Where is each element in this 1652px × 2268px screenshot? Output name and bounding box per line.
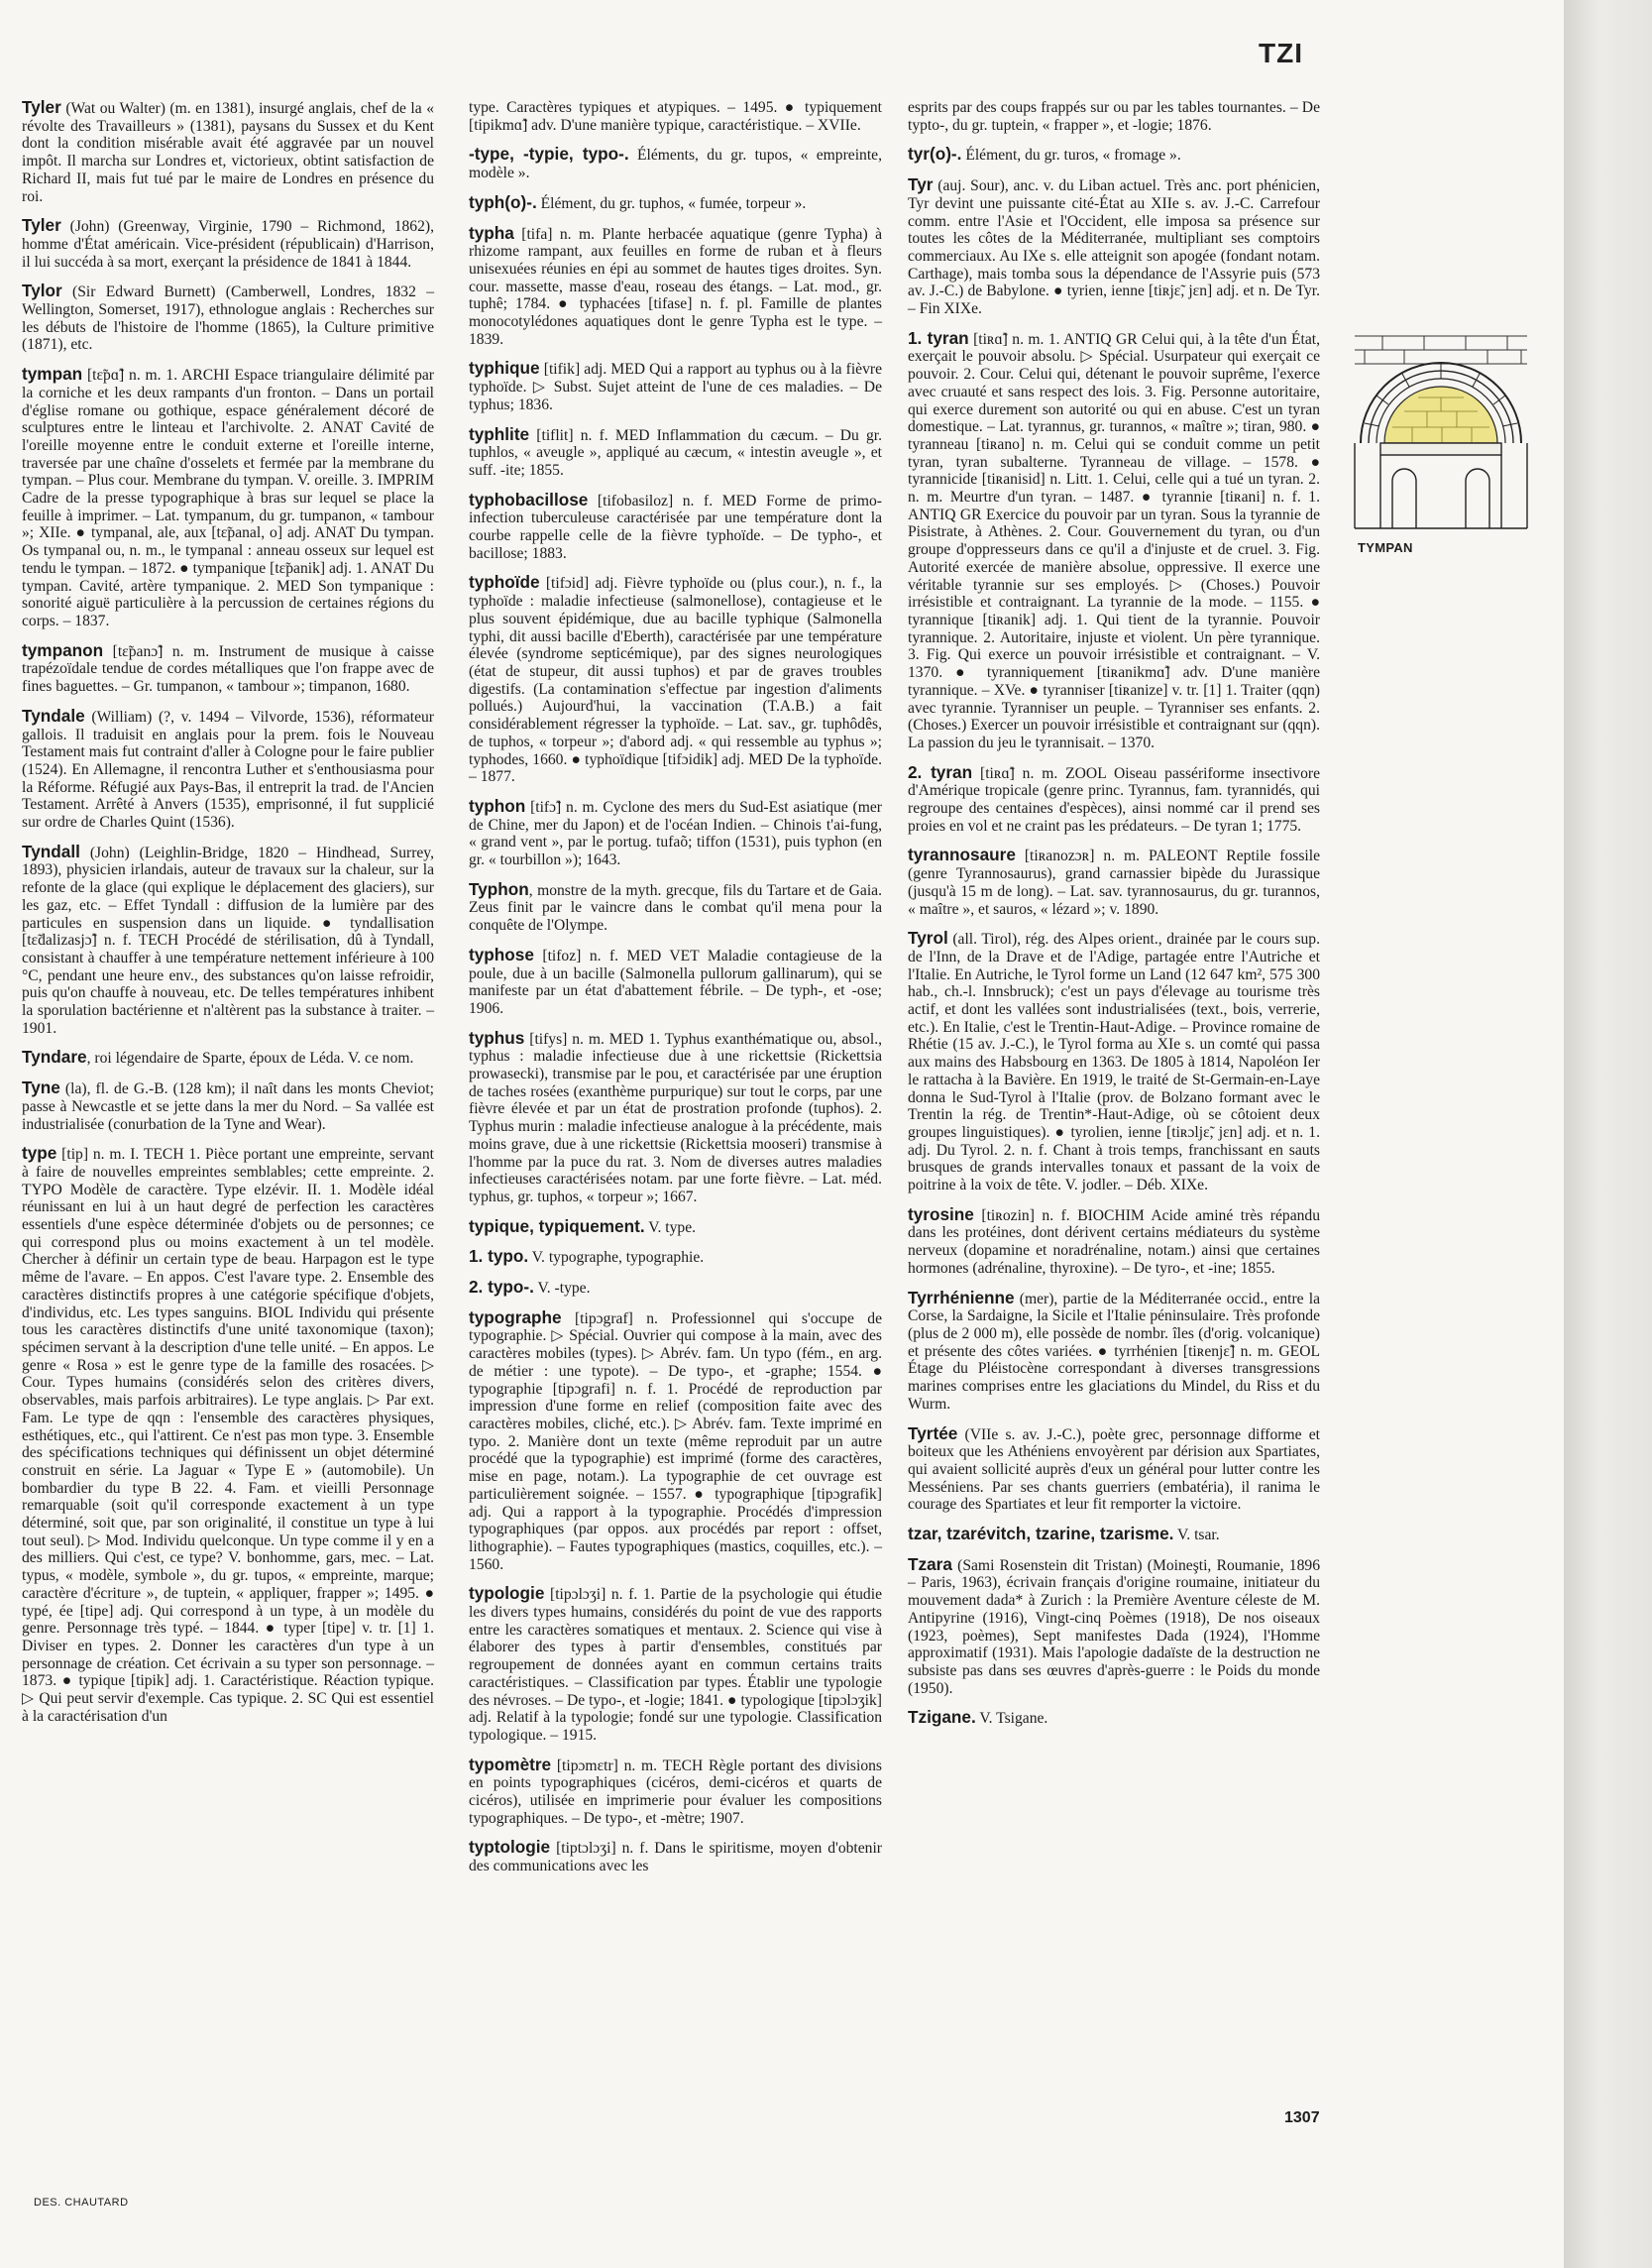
dictionary-entry [908, 1553, 1320, 1698]
dictionary-entry [908, 761, 1321, 836]
entry-headword: Tyler [22, 97, 61, 117]
entry-definition: (all. Tirol), rég. des Alpes orient., drainée par le cours sup. de l'Inn, de la Drave et de l'Adige, partagée entre l'Autriche et l'Italie. En Autriche, le Tyrol forme un Land (12 647 km², 575 300 hab., ch.-l. Innsbruck); c'est un pays d'élevage au tourisme très actif, et dont les vallées sont industrialisées (text., bois, verrerie, etc.). En Italie, c'est le Trentin-Haut-Adige. – Province romaine de Rhétie (15 av. J.-C.), le Tyrol forma au XIe s. un comté qui passa aux mains des Habsbourg en 1363. De 1805 à 1814, Napoléon Ier le rattacha à la Bavière. En 1919, le traité de St-Germain-en-Laye donna le Sud-Tyrol à l'Italie (prov. de Bolzano formant avec le Trentin la rég. de Trentin*-Haut-Adige, où se côtoient deux groupes linguistiques). ● tyrolien, ienne [tiʀɔljɛ̃, jɛn] adj. et n. 1. adj. Du Tyrol. 2. n. f. Chant à trois temps, franchissant en sauts brusques de grands intervalles tonaux et passant de la voix de poitrine à la voix de tête. V. jodler. – Déb. XIXe. [908, 931, 1320, 1194]
dictionary-entry [469, 360, 882, 413]
entry-definition: [tɛ̃pɑ̃] n. m. 1. ARCHI Espace triangulaire délimité par la corniche et les deux rampants d'un fronton. – Dans un portail d'église romane ou gothique, espace généralement décoré de sculptures entre le linteau et l'archivolte. 2. ANAT Cavité de l'oreille moyenne entre le conduit externe et l'oreille interne, traversée par une chaîne d'osselets et fermée par la membrane du tympan. – Plus cour. Membrane du tympan. V. oreille. 3. IMPRIM Cadre de la presse typographique à bras sur lequel se place la feuille à imprimer. – Lat. tympanum, du gr. tumpanon, « tambour »; XIIe. ● tympanal, ale, aux [tɛ̃panal, o] adj. ANAT Du tympan. Os tympanal ou, n. m., le tympanal : anneau osseux sur lequel est tendu le tympan. – 1872. ● tympanique [tɛ̃panik] adj. 1. ANAT Du tympan. Cavité, artère tympanique. 2. MED Son tympanique : sonorité aiguë particulière à la percussion de certaines régions du corps. – 1837. [22, 367, 434, 629]
entry-headword: tzar, tzarévitch, tzarine, tzarisme. [908, 1524, 1174, 1544]
entry-definition: [tipɔmɛtr] n. m. TECH Règle portant des divisions en points typographiques (cicéros, demi-cicéros et quarts de cicéros), utilisée en imprimerie pour évaluer les compositions typographiques. – De typo-, et -mètre; 1907. [469, 1757, 882, 1827]
entry-headword: typhlite [469, 423, 530, 444]
entry-headword: Tyndare [22, 1047, 87, 1068]
entry-headword: Tyler [22, 215, 61, 236]
dictionary-entry [22, 841, 434, 1038]
entry-headword: typhobacillose [469, 489, 589, 510]
page-number: 1307 [1284, 2109, 1320, 2126]
entry-headword: Tyndale [22, 705, 85, 726]
tympanum-illustration-icon [1353, 332, 1529, 530]
entry-headword: Tzigane. [908, 1707, 976, 1728]
entry-headword: type [22, 1143, 57, 1164]
entry-definition: (Sir Edward Burnett) (Camberwell, Londres, 1832 – Wellington, Somerset, 1917), ethnologue anglais : Recherches sur les débuts de l'histoire de l'homme (1865), la Culture primitive (1871), etc. [22, 284, 434, 354]
entry-definition: [tifoz] n. f. MED VET Maladie contagieuse de la poule, due à un bacille (Salmonella pullorum gallinarum), qui se manifeste par un état d'abattement fébrile. – De typh-, et -ose; 1906. [469, 947, 882, 1017]
entry-definition: V. tsar. [1173, 1527, 1220, 1544]
dictionary-entry [908, 1422, 1320, 1515]
entry-headword: Tyrrhénienne [908, 1287, 1015, 1307]
entry-definition: (William) (?, v. 1494 – Vilvorde, 1536), réformateur gallois. Il traduisit en anglais pour la prem. fois le Nouveau Testament mais fut contraint d'aller à Cologne pour le faire publier (1524). En Allemagne, il rencontra Luther et s'enthousiasma pour la Réforme. Réfugié aux Pays-Bas, il entreprit la trad. de l'Ancien Testament. Arrêté à Anvers (1535), emprisonné, il fut supplicié sur ordre de Charles Quint (1536). [22, 708, 434, 832]
entry-definition: type. Caractères typiques et atypiques. – 1495. ● typiquement [tipikmɑ̃] adv. D'une manière typique, caractéristique. – XVIIe. [469, 99, 882, 134]
dictionary-entry [908, 176, 1320, 318]
dictionary-entry [469, 222, 882, 349]
entry-headword: typomètre [469, 1754, 552, 1774]
entry-headword: Tyndall [22, 841, 80, 861]
entry-headword: typhon [469, 795, 526, 816]
dictionary-entry [908, 327, 1321, 752]
entry-definition: [tifa] n. m. Plante herbacée aquatique (genre Typha) à rhizome rampant, aux feuilles en forme de ruban et à fleurs unisexuées réunies en épi au sommet de hautes tiges droites. Syn. cour. massette, masse d'eau, roseau des étangs. – Lat. mod., gr. tuphê; 1784. ● typhacées [tifase] n. f. pl. Famille de plantes monocotylédones aquatiques dont le genre Typha est le type. – 1839. [469, 225, 882, 348]
entry-headword: Tyr [908, 174, 934, 195]
dictionary-entry [469, 1585, 882, 1744]
entry-headword: 2. tyran [908, 761, 973, 782]
entry-definition: (la), fl. de G.-B. (128 km); il naît dans les monts Cheviot; passe à Newcastle et se jette dans la mer du Nord. – Sa vallée est industrialisée (conurbation de la Tyne and Wear). [22, 1080, 434, 1133]
dictionary-entry [469, 1306, 882, 1574]
dictionary-entry [908, 146, 1320, 165]
entry-definition: (auj. Sour), anc. v. du Liban actuel. Très anc. port phénicien, Tyr devint une puissante cité-État au XIIe s. av. J.-C. Carrefour comm. entre l'Asie et l'Occident, elle imposa sa présence sur toutes les côtes de la Méditerranée, multipliant ses comptoirs commerciaux. Au IXe s. elle atteignit son apogée (fondant notam. Carthage), mais tomba sous la dépendance de l'Assyrie puis (573 av. J.-C.) de Babylone. ● tyrien, ienne [tiʀjɛ̃, jɛn] adj. et n. De Tyr. – Fin XIXe. [908, 177, 1320, 318]
entry-definition: (Sami Rosenstein dit Tristan) (Moineşti, Roumanie, 1896 – Paris, 1963), écrivain français d'origine roumaine, initiateur du mouvement dada* à Zurich : la Première Aventure céleste de M. Antipyrine (1916), Vingt-cinq Poèmes (1918), De nos oiseaux (1923, poèmes), Sept manifestes Dada (1924), l'Homme approximatif (1931). Mais l'apologie dadaïste de la destruction ne subsiste pas dans ses œuvres d'après-guerre : le Poids du monde (1950). [908, 1556, 1320, 1697]
entry-definition: [tip] n. m. I. TECH 1. Pièce portant une empreinte, servant à faire de nouvelles empreintes semblables; cette empreinte. 2. TYPO Modèle de caractère. Type elzévir. II. 1. Modèle idéal réunissant en lui à un haut degré de perfection les caractères essentiels d'une espèce déterminée d'objets ou de personnes; ce qui correspond plus ou moins exactement à un tel modèle. Chercher à définir un certain type de beau. Harpagon est le type même de l'avare. – En appos. C'est l'avare type. 2. Ensemble des caractères distinctifs propres à une catégorie spécifique d'objets, d'individus, etc. Les types sanguins. BIOL Individu qui présente tous les caractères distinctifs d'une unité taxonomique (taxon); spécimen servant à la description d'une telle unité. – En appos. Le genre « Rosa » est le genre type de la famille des rosacées. ▷ Cour. Types humains (considérés selon des critères divers, observables, mais parfois arbitraires). Le type anglais. ▷ Par ext. Fam. Le type de qqn : l'ensemble des caractères physiques, esthétiques, etc., qui l'attirent. Ce n'est pas mon type. 3. Ensemble des spécifications techniques qui définissent un objet déterminé construit en série. La Jaguar « Type E » (automobile). Un bombardier du type B 22. 4. Fam. et vieilli Personnage remarquable (soit qu'il corresponde exactement à un type déterminé, soit que, par son originalité, il constitue un type à lui tout seul). ▷ Mod. Individu quelconque. Un type comme il y en a des milliers. Qui c'est, ce type? V. bonhomme, gars, mec. – Lat. typus, « modèle, symbole », du gr. tupos, « empreinte, marque; caractère d'écriture », de tuptein, « appliquer, frapper »; 1495. ● typé, ée [tipe] adj. Qui correspond à un type, à un modèle du genre. Personnage très typé. – 1844. ● typer [tipe] v. tr. [1] 1. Diviser en types. 2. Donner les caractères d'un type à un personnage de création. Cet écrivain a su typer son personnage. – 1873. ● typique [tipik] adj. 1. Caractéristique. Réaction typique. ▷ Qui peut servir d'exemple. Cas typique. 2. SC Qui est essentiel à la caractérisation d'un [22, 1146, 434, 1725]
dictionary-entry [469, 489, 882, 563]
entry-headword: Tyne [22, 1077, 60, 1098]
entry-headword: 2. typo-. [469, 1277, 534, 1298]
entry-headword: Tyrol [908, 928, 948, 949]
dictionary-entry [469, 1248, 882, 1267]
entry-definition: Élément, du gr. tuphos, « fumée, torpeur ». [536, 194, 807, 212]
entry-headword: 1. typo. [469, 1246, 529, 1267]
entry-headword: Tyrtée [908, 1422, 958, 1443]
entry-definition: Élément, du gr. turos, « fromage ». [961, 147, 1181, 165]
entry-definition: (mer), partie de la Méditerranée occid., entre la Corse, la Sardaigne, la Sicile et l'Italie péninsulaire. Très profonde (plus de 2 000 m), elle possède de nombr. îles (d'orig. volcanique) et présente des côtes variées. ● tyrrhénien [tiʀenjɛ̃] n. m. GEOL Étage du Pléistocène correspondant à diverses transgressions marines comprises entre les glaciations du Mindel, du Riss et du Wurm. [908, 1290, 1320, 1413]
running-head: TZI [1259, 38, 1303, 68]
dictionary-entry [908, 1203, 1320, 1278]
dictionary-entry [469, 795, 882, 869]
dictionary-entry [469, 1839, 882, 1874]
dictionary-entry [469, 878, 882, 935]
dictionary-entry [469, 1027, 882, 1206]
entry-headword: tyrannosaure [908, 845, 1016, 865]
column-3 [908, 99, 1320, 1740]
entry-definition: , roi légendaire de Sparte, époux de Léda. V. ce nom. [86, 1050, 414, 1068]
entry-definition: [tɛ̃panɔ̃] n. m. Instrument de musique à caisse trapézoïdale tendue de cordes métalliques que l'on frappe avec de fines baguettes. – Gr. tumpanon, « tambour »; timpanon, 1680. [22, 642, 434, 696]
entry-headword: -type, -typie, typo-. [469, 144, 629, 165]
entry-definition: (John) (Greenway, Virginie, 1790 – Richmond, 1862), homme d'État américain. Vice-président (républicain) d'Harrison, il lui succéda à sa mort, exerçant la présidence de 1841 à 1844. [22, 218, 434, 271]
entry-headword: 1. tyran [908, 327, 969, 348]
entry-headword: typhose [469, 944, 534, 964]
entry-definition: [tifik] adj. MED Qui a rapport au typhus ou à la fièvre typhoïde. ▷ Subst. Sujet atteint de l'une de ces maladies. – De typhus; 1836. [469, 361, 882, 413]
entry-definition: [tiptɔlɔʒi] n. f. Dans le spiritisme, moyen d'obtenir des communications avec les [469, 1840, 882, 1875]
entry-definition: [tifobasiloz] n. f. MED Forme de primo-infection tuberculeuse caractérisée par une température dont la courbe rappelle celle de la fièvre typhoïde. – De typho-, et bacillose; 1883. [469, 492, 882, 562]
column-1 [22, 99, 434, 1737]
dictionary-entry [908, 1709, 1320, 1728]
entry-headword: Typhon [469, 878, 529, 899]
dictionary-entry [469, 574, 882, 785]
entry-definition: [tiʀozin] n. f. BIOCHIM Acide aminé très répandu dans les protéines, dont dérivent certains médiateurs du système nerveux (dopamine et noradrénaline, notam.) ainsi que certaines hormones (adrénaline, thyroxine). – De tyro-, et -ine; 1855. [908, 1206, 1320, 1277]
entry-definition: [tipɔgraf] n. Professionnel qui s'occupe de typographie. ▷ Spécial. Ouvrier qui compose à la main, avec des caractères mobiles (types). ▷ Abrév. fam. Un typo (fém., en arg. de métier : une typote). – De typo-, et -graphe; 1554. ● typographie [tipɔgrafi] n. f. 1. Procédé de reproduction par impression d'une forme en relief (composition faite avec des caractères mobiles, cliché, etc.). ▷ Abrév. fam. Texte imprimé en typo. 2. Manière dont un texte (même reproduit par un autre procédé que la typographie) est imprimé (forme des caractères, mise en page, notam.). La typographie de cet ouvrage est particulièrement soignée. – 1557. ● typographique [tipɔgrafik] adj. Qui a rapport à la typographie. Procédés d'impression typographiques (par oppos. aux procédés par report : offset, lithographie). – Fautes typographiques (mastics, coquilles, etc.). – 1560. [469, 1309, 882, 1573]
dictionary-entry [469, 99, 882, 134]
page-edge [1564, 0, 1652, 2268]
entry-definition: (Wat ou Walter) (m. en 1381), insurgé anglais, chef de la « révolte des Travailleurs » (1381), paysans du Sussex et du Kent dont la condition misérable avait été aggravée par un nouvel impôt. Il marcha sur Londres et, victorieux, obtint satisfaction de Richard II, mais fut tué par le maire de Londres en présence du roi. [22, 100, 434, 205]
entry-headword: typha [469, 222, 514, 243]
entry-headword: Tzara [908, 1553, 952, 1574]
entry-headword: typologie [469, 1583, 545, 1604]
figure-caption: TYMPAN [1358, 540, 1413, 555]
entry-definition: (VIIe s. av. J.-C.), poète grec, personnage difforme et boiteux que les Athéniens envoyèrent par dérision aux Spartiates, qui avaient sollicité auprès d'eux un général pour lutter contre les Messéniens. Par ses chants guerriers (embatéria), il ranima le courage des Spartiates et leur fit remporter la victoire. [908, 1425, 1320, 1514]
entry-definition: [tiʀɑ̃] n. m. 1. ANTIQ GR Celui qui, à la tête d'un État, exerçait le pouvoir absolu. ▷ Spécial. Usurpateur qui exerçait ce pouvoir. 2. Cour. Celui qui, détenant le pouvoir suprême, l'exerce avec cruauté et sans respect des lois. 3. Fig. Personne autoritaire, qui exerce durement son autorité ou qui en abuse. C'est un tyran domestique. – Lat. tyrannus, gr. turannos, « maître »; tiran, 980. ● tyranneau [tiʀano] n. m. Celui qui se conduit comme un petit tyran, tyran subalterne. Tyranneau de village. – 1578. ● tyrannicide [tiʀanisid] n. Litt. 1. Celui, celle qui a tué un tyran. 2. n. m. Meurtre d'un tyran. – 1487. ● tyrannie [tiʀani] n. f. 1. ANTIQ GR Exercice du pouvoir par un tyran. Sous la tyrannie de Pisistrate, à Athènes. 2. Cour. Gouvernement du tyran, ou d'un groupe d'oppresseurs dans ce qu'il a d'injuste et de cruel. 3. Fig. Autorité exercée de manière absolue, oppressive. Il exerce une véritable tyrannie sur ses employés. ▷ (Choses.) Pouvoir irrésistible et contraignant. La tyrannie de la mode. – 1155. ● tyrannique [tiʀanik] adj. 1. Qui tient de la tyrannie. Pouvoir tyrannique. 2. Autoritaire, injuste et violent. Un père tyrannique. 3. Fig. Qui exerce un pouvoir irrésistible et contraignant. – V. 1370. ● tyranniquement [tiʀanikmɑ̃] adv. D'une manière tyrannique. – XVe. ● tyranniser [tiʀanize] v. tr. [1] 1. Traiter (qqn) avec tyrannie. Tyranniser un peuple. – Tyranniser ses enfants. 2. (Choses.) Exercer un pouvoir irrésistible et contraignant sur (qqn). La passion du jeu le tyrannisait. – 1370. [908, 330, 1321, 751]
entry-definition: Éléments, du gr. tupos, « empreinte, modèle ». [469, 147, 882, 182]
entry-headword: typographe [469, 1306, 562, 1327]
entry-definition: [tipɔlɔʒi] n. f. 1. Partie de la psychologie qui étudie les divers types humains, considérés du point de vue des rapports entre les caractères somatiques et mentaux. 2. Science qui vise à élaborer des types à partir d'ensembles, constitués par regroupement de données ayant en commun certains traits caractéristiques. – Classification par types. Établir une typologie des névroses. – De typo-, et -logie; 1841. ● typologique [tipɔlɔʒik] adj. Relatif à la typologie; fondé sur une typologie. Classification typologique. – 1915. [469, 1586, 882, 1744]
dictionary-entry [469, 1279, 882, 1298]
dictionary-entry [908, 1287, 1320, 1414]
dictionary-entry [469, 423, 882, 480]
entry-headword: tympan [22, 364, 83, 385]
entry-headword: typh(o)-. [469, 191, 537, 212]
entry-headword: typtologie [469, 1837, 551, 1858]
entry-definition: V. Tsigane. [975, 1710, 1048, 1728]
entry-headword: typique, typiquement. [469, 1215, 645, 1236]
entry-definition: V. type. [644, 1218, 697, 1236]
dictionary-entry [908, 1526, 1320, 1544]
entry-definition: [tifɔ̃] n. m. Cyclone des mers du Sud-Est asiatique (mer de Chine, mer du Japon) et de l'océan Indien. – Chinois t'ai-fung, « grand vent », par le portug. tufaõ; tiffon (1531), puis typhon (en gr. « tourbillon »); 1643. [469, 798, 882, 869]
dictionary-entry [22, 639, 434, 696]
dictionary-entry [22, 1145, 434, 1725]
entry-definition: (John) (Leighlin-Bridge, 1820 – Hindhead, Surrey, 1893), physicien irlandais, auteur de travaux sur la chaleur, sur la refonte de la glace (qui explique le déplacement des glaciers), sur les gaz, etc. – Effet Tyndall : diffusion de la lumière par des particules en suspension dans un liquide. ● tyndallisation [tɛ̃dalizasjɔ̃] n. f. TECH Procédé de stérilisation, dû à Tyndall, consistant à chauffer à une température nettement inférieure à 100 °C, pendant une heure env., des substances qu'on laisse refroidir, puis qu'on chauffe à nouveau, etc. De telles températures inhibent la sporulation bactérienne et n'altèrent pas la substance à traiter. – 1901. [22, 844, 434, 1037]
entry-definition: V. -type. [533, 1280, 591, 1298]
entry-definition: [tiflit] n. f. MED Inflammation du cæcum. – Du gr. tuphlos, « aveugle », appliqué au cæcum, « intestin aveugle », et suff. -ite; 1855. [469, 426, 882, 479]
entry-definition: esprits par des coups frappés sur ou par les tables tournantes. – De typto-, du gr. tuptein, « frapper », et -logie; 1876. [908, 99, 1320, 134]
dictionary-entry [22, 705, 434, 832]
entry-definition: [tifys] n. m. MED 1. Typhus exanthématique ou, absol., typhus : maladie infectieuse due à une rickettsie (Rickettsia prowasecki), transmise par le pou, et caractérisée par une éruption de taches rosées (exanthème purpurique) sur tout le corps, par une fièvre élevée et par un état de prostration profonde (tuphos). 2. Typhus murin : maladie infectieuse analogue à la précédente, mais moins grave, due à une rickettsie (Rickettsia mooseri) transmise à l'homme par la puce du rat. 3. Nom de diverses autres maladies infectieuses caractérisées notam. par une forte fièvre. – Lat. méd. typhus, gr. tuphos, « torpeur »; 1667. [469, 1030, 882, 1205]
dictionary-entry [22, 99, 434, 205]
dictionary-entry [22, 366, 434, 630]
entry-definition: [tifɔid] adj. Fièvre typhoïde ou (plus cour.), n. f., la typhoïde : maladie infectieuse (salmonellose), contagieuse et le plus souvent épidémique, due au bacille typhique (Salmonella typhi, dit aussi bacille d'Eberth), caractérisée par une température élevée (syndrome septicémique), par des signes neurologiques (état de stupeur, dit aussi tuphos) et par de graves troubles digestifs. (La contamination s'effectue par ingestion d'aliments pollués.) Aujourd'hui, la vaccination (T.A.B.) a fait considérablement régresser la typhoïde. – Lat. sav., gr. tuphôdês, de tuphos, « torpeur »; d'abord adj. « qui ressemble au typhus »; typhodes, 1660. ● typhoïdique [tifɔidik] adj. MED De la typhoïde. – 1877. [469, 575, 882, 786]
dictionary-entry [469, 191, 882, 213]
dictionary-entry [469, 1754, 882, 1828]
entry-headword: tyr(o)-. [908, 144, 962, 165]
entry-headword: Tylor [22, 281, 62, 301]
dictionary-entry [908, 930, 1320, 1194]
dictionary-entry [22, 1079, 434, 1133]
entry-headword: tympanon [22, 639, 104, 660]
dictionary-entry [22, 283, 434, 354]
column-2 [469, 99, 882, 1887]
entry-headword: typhus [469, 1027, 525, 1048]
entry-headword: typhoïde [469, 572, 540, 593]
dictionary-entry [469, 146, 882, 181]
dictionary-entry [908, 99, 1320, 134]
dictionary-entry [469, 944, 882, 1018]
entry-definition: , monstre de la myth. grecque, fils du Tartare et de Gaia. Zeus finit par le vaincre dans le combat qu'il mena pour la conquête de l'Olympe. [469, 881, 882, 935]
entry-headword: tyrosine [908, 1203, 974, 1224]
dictionary-entry [469, 1215, 882, 1237]
entry-definition: [tiʀɑ̃] n. m. ZOOL Oiseau passériforme insectivore d'Amérique tropicale (genre princ. Tyrannus, fam. tyrannidés, qui regroupe des centaines d'espèces), ainsi nommé car il prend ses proies en vol et ne craint pas les prédateurs. – De tyran 1; 1775. [908, 764, 1321, 835]
illustration-credit: DES. CHAUTARD [34, 2197, 129, 2209]
entry-headword: typhique [469, 358, 540, 379]
entry-definition: [tiʀanozɔʀ] n. m. PALEONT Reptile fossile (genre Tyrannosaurus), grand carnassier bipède du Jurassique (jusqu'à 15 m de long). – Lat. sav. tyrannosaurus, du gr. turannos, « maître », et sauros, « lézard »; v. 1890. [908, 848, 1320, 918]
dictionary-entry [22, 1049, 434, 1068]
dictionary-entry [22, 217, 434, 271]
dictionary-entry [908, 847, 1320, 918]
entry-definition: V. typographe, typographie. [528, 1249, 705, 1267]
